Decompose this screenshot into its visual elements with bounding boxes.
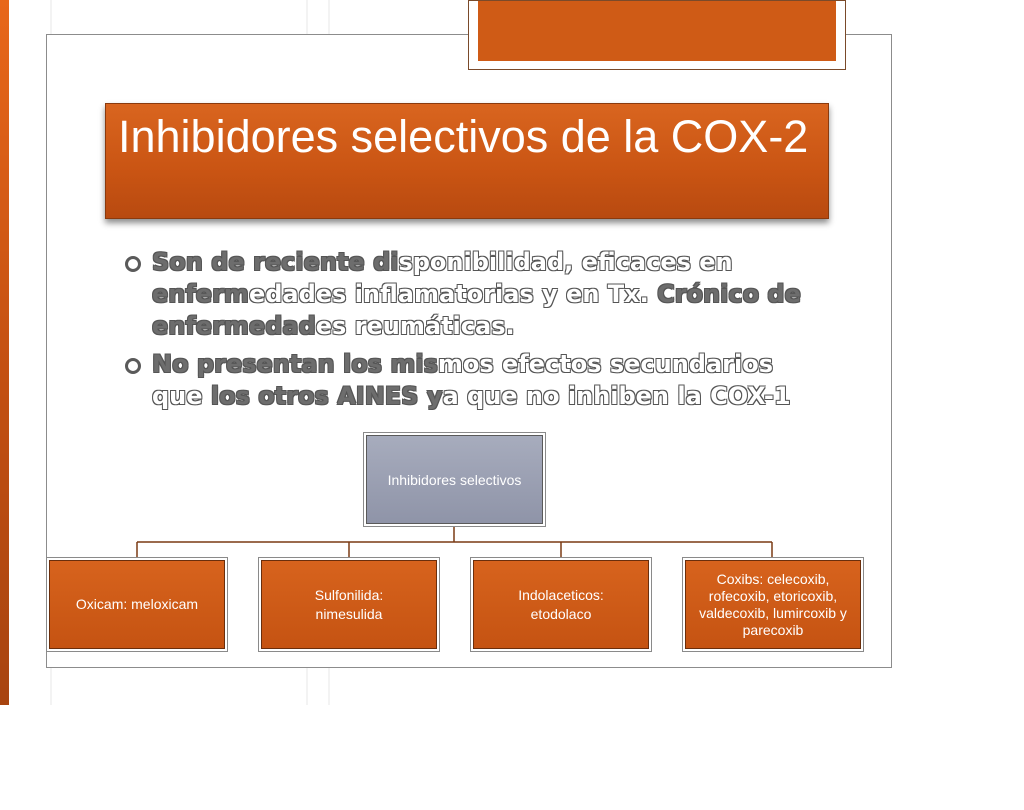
top-decoration-tab — [468, 0, 846, 70]
bullet-text-part: sponibilidad, eficaces en — [398, 248, 733, 276]
slide-title: Inhibidores selectivos de la COX-2 — [118, 111, 809, 162]
bullet-text-part: a que no inhiben la COX-1 — [442, 382, 791, 410]
bullet-text-part: enferm — [152, 280, 249, 308]
diagram-child-label: Sulfonilida: nimesulida — [314, 586, 384, 622]
bullet-item — [122, 348, 822, 412]
top-decoration-fill — [478, 1, 836, 61]
bullet-item — [122, 246, 822, 342]
diagram-child-node — [473, 560, 649, 649]
bullet-text-part: edades inflamatorias y en Tx. — [248, 280, 658, 308]
title-box — [105, 103, 829, 219]
diagram-root-node — [366, 435, 543, 524]
diagram-child-label: Indolaceticos: etodolaco — [518, 586, 604, 622]
bullet-text-part: mos efectos secundarios que — [152, 350, 773, 410]
bullet-circle-icon — [125, 358, 141, 374]
bullet-text-part: Crónico de enfermedad — [152, 280, 801, 340]
diagram-child-node — [685, 560, 861, 649]
diagram-child-node — [261, 560, 437, 649]
bullet-text-part: No presentan los mis — [152, 350, 438, 378]
bullet-text-part: los otros AINES y — [210, 382, 443, 410]
diagram-root-label: Inhibidores selectivos — [387, 471, 522, 488]
diagram-child-node — [49, 560, 225, 649]
bullet-text-part: Son de reciente di — [152, 248, 399, 276]
diagram-child-label: Oxicam: meloxicam — [75, 596, 199, 612]
diagram-child-label: Coxibs: celecoxib, rofecoxib, etoricoxib, valdecoxib, lumircoxib y parecoxib — [699, 570, 847, 638]
bullet-circle-icon — [125, 256, 141, 272]
bullet-list — [122, 246, 822, 418]
bullet-text-part: es reumáticas. — [315, 312, 515, 340]
left-accent-bar — [0, 0, 9, 705]
